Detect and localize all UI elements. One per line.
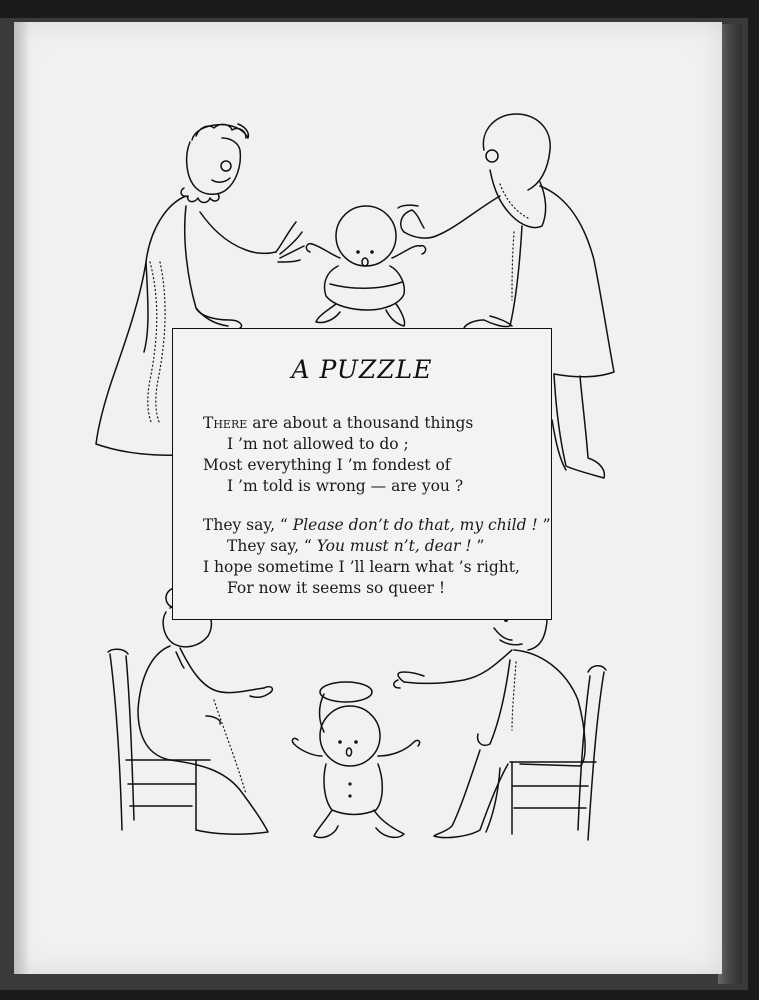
line-lead-word: There bbox=[203, 414, 248, 432]
stanza-2 bbox=[203, 515, 551, 599]
stanza-2-line-3: I hope sometime I ’ll learn what ’s right, bbox=[203, 558, 520, 576]
poem-title: A PUZZLE bbox=[291, 355, 433, 384]
line-quote: You must n’t, dear ! bbox=[316, 537, 472, 555]
stanza-2-line-4: For now it seems so queer ! bbox=[227, 579, 446, 597]
line-quote: Please don’t do that, my child ! bbox=[292, 516, 538, 534]
stanza-2-line-1 bbox=[203, 515, 551, 536]
line-text: ” bbox=[537, 516, 551, 534]
line-text: ” bbox=[471, 537, 485, 555]
stanza-1 bbox=[203, 413, 543, 497]
line-text: They say, “ bbox=[227, 537, 317, 555]
stanza-1-line-3: Most everything I ’m fondest of bbox=[203, 456, 451, 474]
stanza-1-line-2: I ’m not allowed to do ; bbox=[227, 435, 409, 453]
stanza-1-line-4: I ’m told is wrong — are you ? bbox=[227, 477, 464, 495]
line-text: They say, “ bbox=[203, 516, 293, 534]
line-text: are about a thousand things bbox=[247, 414, 474, 432]
poem-panel bbox=[172, 328, 552, 620]
baby-figure bbox=[306, 206, 425, 326]
stanza-2-line-2 bbox=[203, 536, 543, 557]
child-figure bbox=[292, 682, 419, 838]
mother-figure bbox=[108, 588, 272, 834]
father-figure bbox=[394, 596, 606, 840]
stanza-1-line-1 bbox=[203, 413, 543, 434]
